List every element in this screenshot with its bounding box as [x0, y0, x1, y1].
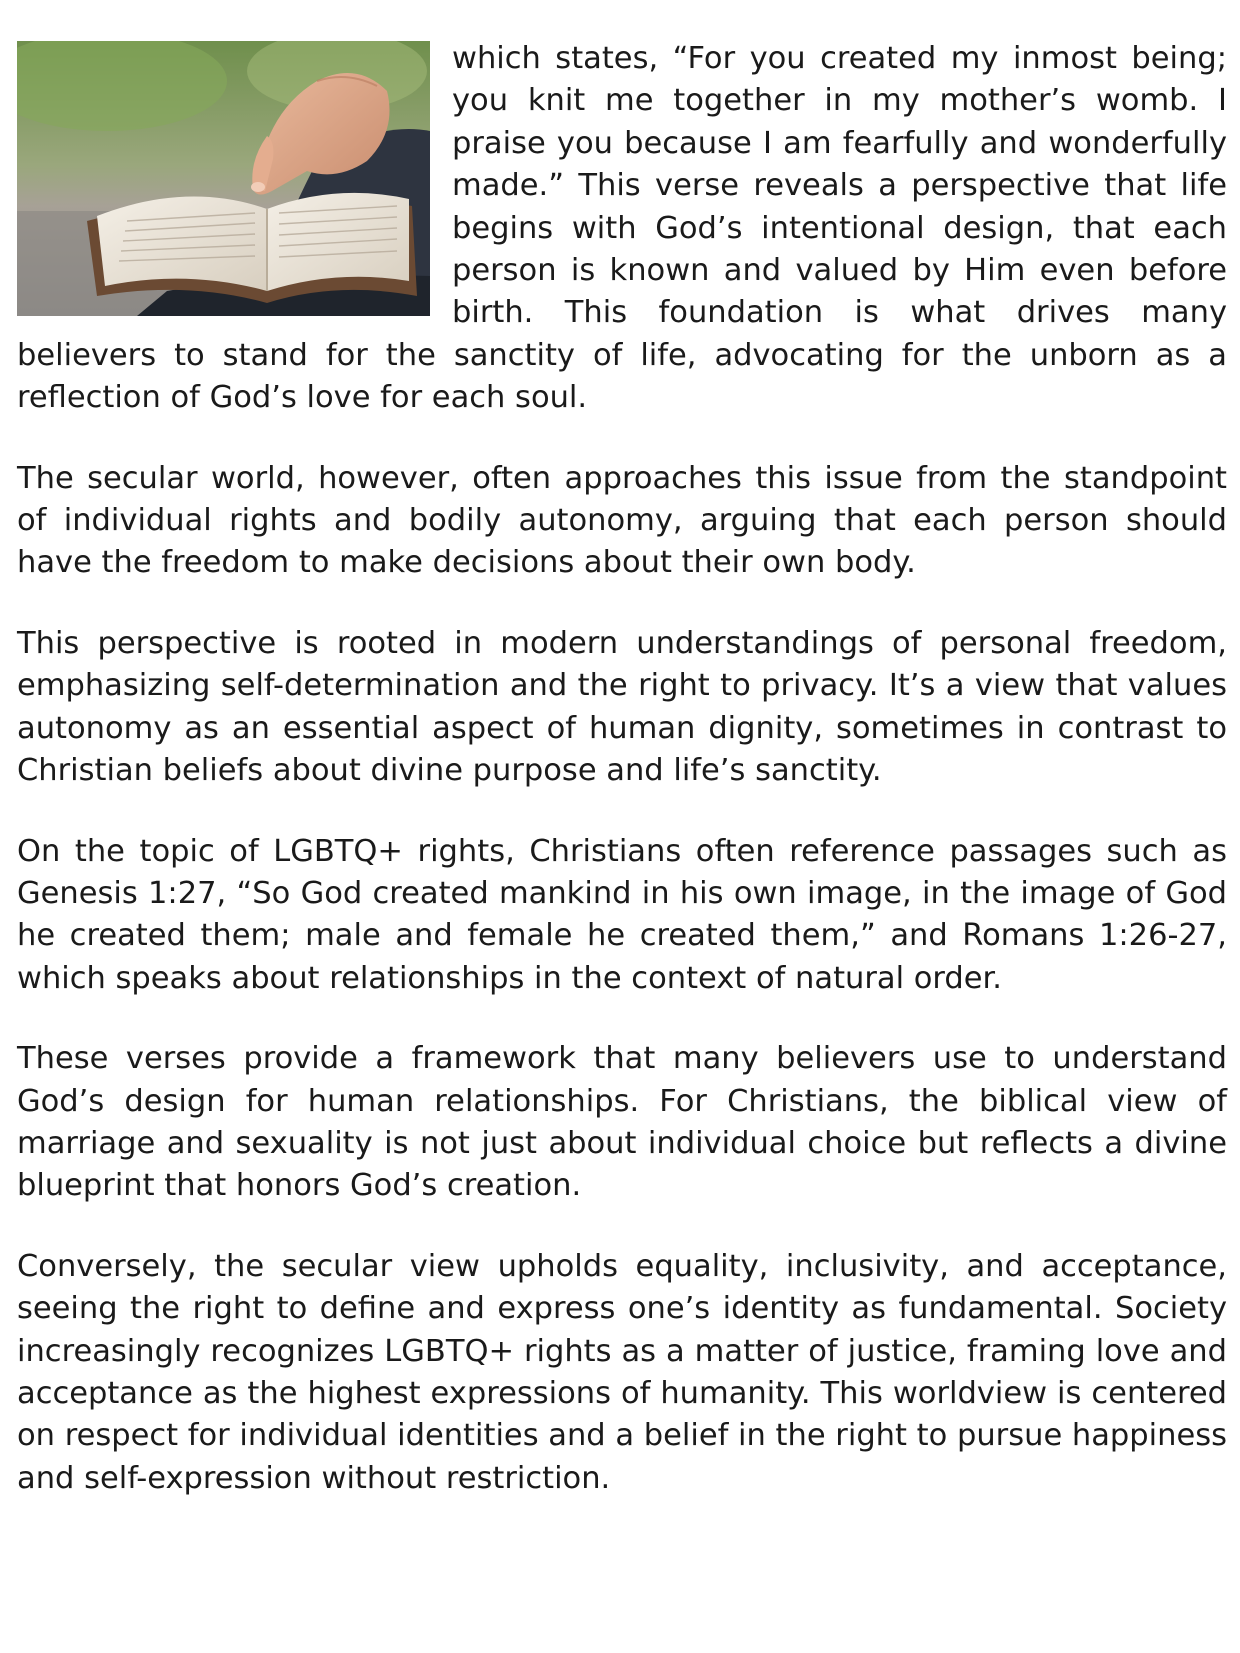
paragraph: which states, “For you created my inmost being; you knit me together in my mother’s womb. I praise you because I am fearfully and wonderfully made.” This verse reveals a perspective that life begins with God’s intentional design, that each person is known and valued by Him even before birth. This foundation is what drives many believers to stand for the sanctity of life, advocating for the unborn as a reflection of God’s love for each soul.: [17, 41, 1227, 416]
paragraph: On the topic of LGBTQ+ rights, Christians often reference passages such as Genesis 1:27, “So God created mankind in his own image, in the image of God he created them; male and female he created them,” and Romans 1:26-27, which speaks about relationships in the context of natural order.: [17, 833, 1227, 996]
paragraph: The secular world, however, often approaches this issue from the standpoint of individual rights and bodily autonomy, arguing that each person should have the freedom to make decisions about their own body.: [17, 460, 1227, 581]
paragraph: These verses provide a framework that many believers use to understand God’s design for human relationships. For Christians, the biblical view of marriage and sexuality is not just about individual choice but reflects a divine blueprint that honors God’s creation.: [17, 1041, 1227, 1204]
paragraph: Conversely, the secular view upholds equality, inclusivity, and acceptance, seeing the right to define and express one’s identity as fundamental. Society increasingly recognizes LGBTQ+ rights as a matter of justice, framing love and acceptance as the highest expressions of humanity. This worldview is centered on respect for individual identities and a belief in the right to pursue happiness and self-expression without restriction.: [17, 1248, 1227, 1496]
open-bible-photo: [17, 41, 430, 316]
document-page: [17, 38, 1227, 1500]
open-bible-photo-icon: [17, 41, 430, 316]
paragraph: This perspective is rooted in modern understandings of personal freedom, emphasizing self-determination and the right to privacy. It’s a view that values autonomy as an essential aspect of human dignity, sometimes in contrast to Christian beliefs about divine purpose and life’s sanctity.: [17, 625, 1227, 789]
